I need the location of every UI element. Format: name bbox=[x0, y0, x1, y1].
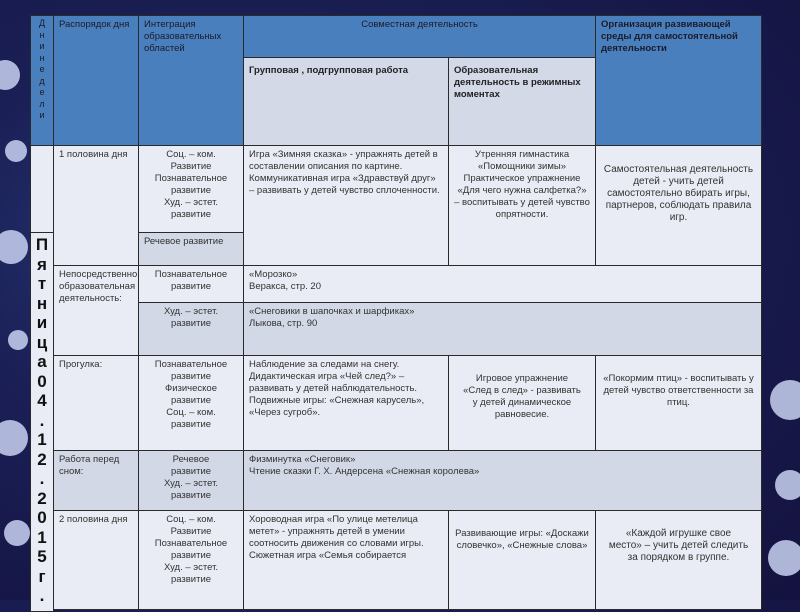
first-half-speech-area: Речевое развитие bbox=[138, 232, 244, 266]
day-cell bbox=[30, 232, 54, 612]
area-line: Физическое bbox=[164, 383, 217, 394]
text-line: Веракса, стр. 20 bbox=[249, 281, 321, 292]
vertical-letter: д bbox=[39, 75, 45, 86]
walk-schedule: Прогулка: bbox=[53, 355, 139, 451]
text-line: Дидактическая игра «Чей след?» – развивать у детей наблюдательность. bbox=[249, 371, 418, 394]
text-line: «Морозко» bbox=[249, 269, 298, 280]
area-line: развитие bbox=[170, 550, 212, 561]
area-line: Развитие bbox=[170, 161, 212, 172]
vertical-letter: . bbox=[39, 469, 45, 488]
first-half-schedule: 1 половина дня bbox=[53, 145, 139, 266]
vertical-letter: т bbox=[37, 274, 47, 293]
vertical-letter: и bbox=[39, 110, 45, 120]
vertical-letter: 0 bbox=[37, 371, 47, 391]
vertical-letter: ц bbox=[36, 332, 48, 352]
area-line: развитие bbox=[170, 574, 212, 585]
text-line: соотносить движения со словами игры. bbox=[249, 538, 424, 549]
direct-area-1: Познавательное развитие bbox=[138, 265, 244, 303]
first-half-environment: Самостоятельная деятельность детей - учить детей самостоятельно вбирать игры, партнеров, соблюдать правила игр. bbox=[595, 145, 762, 266]
area-line: Познавательное bbox=[154, 359, 228, 370]
second-half-group bbox=[243, 510, 449, 610]
area-line: развитие bbox=[170, 490, 212, 501]
vertical-letter: 5 bbox=[37, 547, 47, 566]
text-line: Коммуникативная игра «Здравствуй друг» – развивать у детей чувство сплоченности. bbox=[249, 173, 440, 196]
vertical-letter: Д bbox=[38, 18, 46, 28]
first-half-group bbox=[243, 145, 449, 266]
area-line: развитие bbox=[170, 209, 212, 220]
text-line: Наблюдение за следами на снегу. bbox=[249, 359, 400, 370]
vertical-letter: 2 bbox=[37, 488, 47, 508]
area-line: Соц. – ком. bbox=[166, 407, 216, 418]
direct-schedule: Непосредственно образовательная деятельность: bbox=[53, 265, 139, 356]
vertical-letter: л bbox=[39, 98, 45, 109]
second-half-areas bbox=[138, 510, 244, 610]
area-line: Худ. – эстет. bbox=[163, 478, 219, 489]
sleep-areas bbox=[138, 450, 244, 511]
text-line: Хороводная игра «По улице метелица метет» - упражнять детей в умении bbox=[249, 514, 418, 537]
direct-area-2: Худ. – эстет. развитие bbox=[138, 302, 244, 356]
header-joint: Совместная деятельность bbox=[243, 15, 596, 58]
vertical-letter: н bbox=[39, 29, 45, 40]
vertical-letter: и bbox=[39, 41, 45, 51]
vertical-letter: е bbox=[39, 64, 45, 74]
vertical-letter: . bbox=[39, 586, 45, 605]
area-line: развитие bbox=[170, 371, 212, 382]
area-line: Соц. – ком. bbox=[166, 149, 216, 160]
vertical-letter: 1 bbox=[37, 430, 47, 449]
header-schedule: Распорядок дня bbox=[53, 15, 139, 146]
vertical-letter: П bbox=[35, 235, 49, 254]
area-line: Худ. – эстет. bbox=[163, 562, 219, 573]
area-line: Соц. – ком. bbox=[166, 514, 216, 525]
vertical-letter: е bbox=[39, 87, 45, 97]
vertical-letter: я bbox=[37, 254, 47, 274]
text-line: Игра «Зимняя сказка» - упражнять детей в составлении описания по картине. bbox=[249, 149, 438, 172]
direct-text-1 bbox=[243, 265, 762, 303]
text-line: Физминутка «Снеговик» bbox=[249, 454, 356, 465]
text-line: «Снеговики в шапочках и шарфиках» bbox=[249, 306, 415, 317]
first-half-routine: Утренняя гимнастика «Помощники зимы» Практическое упражнение «Для чего нужна салфетка?» – воспитывать у детей чувство опрятности. bbox=[448, 145, 596, 266]
text-line: Лыкова, стр. 90 bbox=[249, 318, 318, 329]
area-line: Худ. – эстет. bbox=[163, 197, 219, 208]
area-line: развитие bbox=[170, 185, 212, 196]
walk-group bbox=[243, 355, 449, 451]
vertical-letter: и bbox=[36, 313, 48, 332]
vertical-letter: а bbox=[37, 352, 47, 371]
area-line: Развитие bbox=[170, 526, 212, 537]
area-line: развитие bbox=[170, 419, 212, 430]
sleep-schedule: Работа перед сном: bbox=[53, 450, 139, 511]
direct-text-2 bbox=[243, 302, 762, 356]
day-cell-empty bbox=[30, 145, 54, 233]
header-integration: Интеграция образовательных областей bbox=[138, 15, 244, 146]
sleep-text bbox=[243, 450, 762, 511]
area-line: развитие bbox=[170, 395, 212, 406]
header-group-work: Групповая , подгрупповая работа bbox=[243, 57, 449, 146]
area-line: Познавательное bbox=[154, 538, 228, 549]
header-environment: Организация развивающей среды для самостоятельной деятельности bbox=[595, 15, 762, 146]
header-routine: Образовательная деятельность в режимных моментах bbox=[448, 57, 596, 146]
vertical-letter: 4 bbox=[37, 391, 47, 410]
vertical-letter: н bbox=[39, 52, 45, 63]
text-line: Подвижные игры: «Снежная карусель», «Через сугроб». bbox=[249, 395, 425, 418]
vertical-letter: н bbox=[36, 293, 48, 313]
text-line: Сюжетная игра «Семья собирается bbox=[249, 550, 407, 561]
second-half-environment: «Каждой игрушке свое место» – учить детей следить за порядком в группе. bbox=[595, 510, 762, 610]
second-half-schedule: 2 половина дня bbox=[53, 510, 139, 610]
vertical-letter: 1 bbox=[37, 527, 47, 547]
first-half-areas bbox=[138, 145, 244, 233]
vertical-letter: 0 bbox=[37, 508, 47, 527]
area-line: Речевое bbox=[172, 454, 210, 465]
header-days bbox=[30, 15, 54, 146]
text-line: Чтение сказки Г. Х. Андерсена «Снежная королева» bbox=[249, 466, 480, 477]
walk-environment: «Покормим птиц» - воспитывать у детей чувство ответственности за птиц. bbox=[595, 355, 762, 451]
vertical-letter: г bbox=[38, 566, 46, 586]
vertical-letter: . bbox=[39, 410, 45, 430]
second-half-routine: Развивающие игры: «Доскажи словечко», «Снежные слова» bbox=[448, 510, 596, 610]
walk-areas bbox=[138, 355, 244, 451]
area-line: развитие bbox=[170, 466, 212, 477]
area-line: Познавательное bbox=[154, 173, 228, 184]
walk-routine: Игровое упражнение «След в след» - развивать у детей динамическое равновесие. bbox=[448, 355, 596, 451]
vertical-letter: 2 bbox=[37, 449, 47, 469]
